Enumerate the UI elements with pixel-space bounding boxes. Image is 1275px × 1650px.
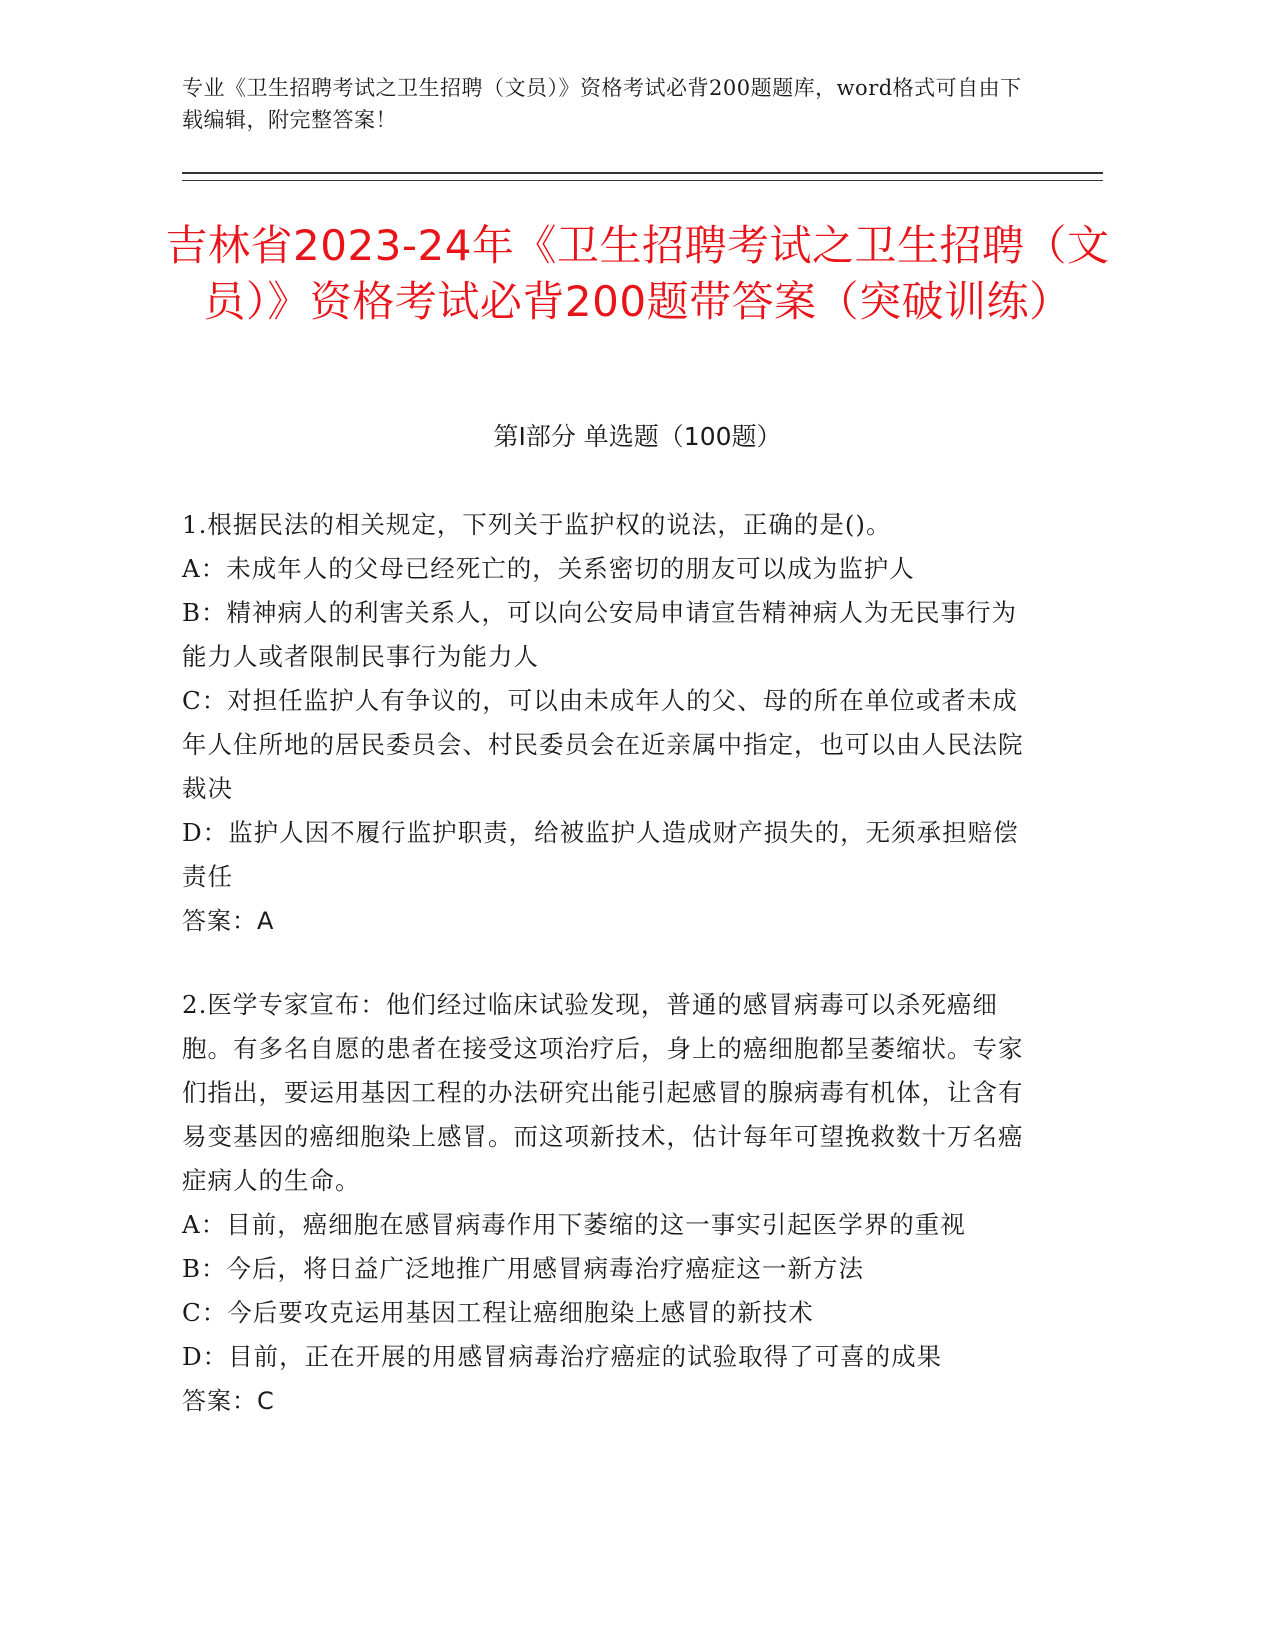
option-a: A：目前，癌细胞在感冒病毒作用下萎缩的这一事实引起医学界的重视 xyxy=(182,1210,966,1239)
document-title: 吉林省2023-24年《卫生招聘考试之卫生招聘（文员）》资格考试必背200题带答案（突破训练） xyxy=(165,221,1110,326)
question-stem: 1.根据民法的相关规定，下列关于监护权的说法，正确的是()。 xyxy=(182,510,892,539)
header-divider-thin xyxy=(182,180,1103,181)
option-c: C：今后要攻克运用基因工程让癌细胞染上感冒的新技术 xyxy=(182,1298,814,1327)
option-d: D：目前，正在开展的用感冒病毒治疗癌症的试验取得了可喜的成果 xyxy=(182,1342,943,1371)
option-c: C：对担任监护人有争议的，可以由未成年人的父、母的所在单位或者未成年人住所地的居民委员会、村民委员会在近亲属中指定，也可以由人民法院裁决 xyxy=(182,686,1024,803)
answer: 答案：A xyxy=(182,907,275,935)
header-note: 专业《卫生招聘考试之卫生招聘（文员）》资格考试必背200题题库，word格式可自由下载编辑，附完整答案！ xyxy=(182,76,1022,132)
answer: 答案：C xyxy=(182,1387,275,1415)
question-1 xyxy=(182,503,1042,943)
question-stem: 2.医学专家宣布：他们经过临床试验发现，普通的感冒病毒可以杀死癌细胞。有多名自愿的患者在接受这项治疗后，身上的癌细胞都呈萎缩状。专家们指出，要运用基因工程的办法研究出能引起感冒的腺病毒有机体，让含有易变基因的癌细胞染上感冒。而这项新技术，估计每年可望挽救数十万名癌症病人的生命。 xyxy=(182,990,1024,1195)
question-2 xyxy=(182,983,1042,1423)
section-title: 第I部分 单选题（100题） xyxy=(493,422,782,451)
option-a: A：未成年人的父母已经死亡的，关系密切的朋友可以成为监护人 xyxy=(182,554,915,583)
header-divider-thick xyxy=(182,172,1103,174)
option-b: B：今后，将日益广泛地推广用感冒病毒治疗癌症这一新方法 xyxy=(182,1254,865,1283)
option-d: D：监护人因不履行监护职责，给被监护人造成财产损失的，无须承担赔偿责任 xyxy=(182,818,1019,891)
option-b: B：精神病人的利害关系人，可以向公安局申请宣告精神病人为无民事行为能力人或者限制民事行为能力人 xyxy=(182,598,1018,671)
